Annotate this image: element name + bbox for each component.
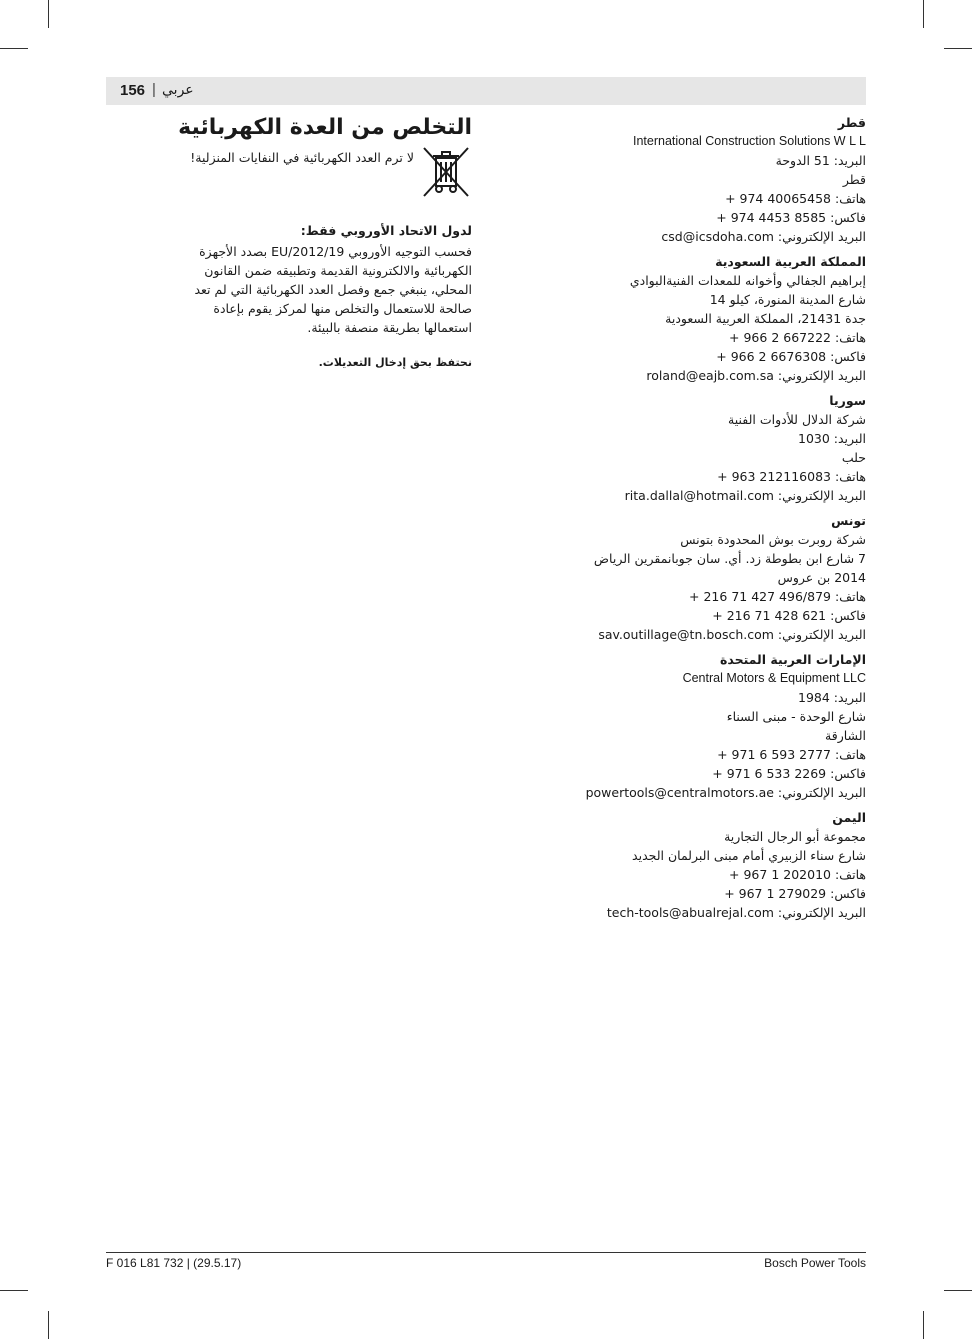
contact-line: مجموعة أبو الرجال التجارية [724,829,866,844]
crop-mark [944,48,972,49]
contact-line: إبراهيم الجفالي وأخوانه للمعدات الفنيةالبوادي [629,273,866,288]
country-heading: تونس [831,513,866,528]
crop-mark [0,1290,28,1291]
contact-line: قطر [842,172,866,187]
crop-mark [48,0,49,28]
disposal-title: التخلص من العدة الكهربائية [178,115,472,140]
contact-email: البريد الإلكتروني: tech-tools@abualrejal.com [606,905,866,920]
paragraph-line: صالحة للاستعمال والتخلص منها لمركز يقوم بإعادة [213,301,472,316]
crossed-out-bin-icon [420,145,472,199]
contact-line: 7 شارع ابن بطوطة زد. أي. سان جوبانمقرين الرياض [593,551,866,566]
crop-mark [0,48,28,49]
contact-line: البريد: 51 الدوحة [775,153,866,168]
disposal-section [112,113,472,371]
eu-paragraph [112,242,472,337]
paragraph-line: استعمالها بطريقة منصفة بالبيئة. [307,320,472,335]
contact-line: International Construction Solutions W L L [633,134,866,148]
contact-line: هاتف: 212116083 963 + [717,469,866,484]
contact-line: شركة الدلال للأدوات الفنية [728,412,866,427]
paragraph-line: فحسب التوجيه الأوروبي 2012/19/EU بصدد الأجهزة [199,244,472,259]
contact-email: البريد الإلكتروني: rita.dallal@hotmail.com [624,488,866,503]
crop-mark [48,1311,49,1339]
contact-line: الشارقة [825,728,866,743]
crop-mark [944,1290,972,1291]
page-number: 156 [120,82,146,99]
contact-line: شارع المدينة المنورة، كيلو 14 [709,292,866,307]
footer-brand: Bosch Power Tools [764,1256,866,1270]
header-bar [106,77,866,105]
country-heading: سوريا [829,393,866,408]
crop-mark [923,1311,924,1339]
paragraph-line: المحلي، ينبغي جمع وفصل العدد الكهربائية التي لم تعد [194,282,472,297]
contact-line: فاكس: 8585 4453 974 + [716,210,866,225]
country-heading: المملكة العربية السعودية [715,254,866,269]
contact-line: 2014 بن عروس [777,570,866,585]
country-heading: قطر [837,115,866,130]
header-language: عربي [162,82,194,98]
contact-line: هاتف: 2777 593 6 971 + [717,747,866,762]
eu-heading: لدول الاتحاد الأوروبي فقط: [300,223,472,238]
contact-line: فاكس: 6676308 2 966 + [716,349,866,364]
contact-line: هاتف: 40065458 974 + [725,191,866,206]
contact-email: البريد الإلكتروني: csd@icsdoha.com [661,229,866,244]
crop-mark [923,0,924,28]
contact-line: Central Motors & Equipment LLC [682,671,866,685]
country-heading: اليمن [832,810,866,825]
contact-email: البريد الإلكتروني: powertools@centralmotors.ae [585,785,866,800]
country-heading: الإمارات العربية المتحدة [719,652,866,667]
header-separator: | [152,81,156,98]
paragraph-line: الكهربائية والالكترونية القديمة وتطبيقه ضمن القانون [204,263,472,278]
contact-line: هاتف: 202010 1 967 + [729,867,866,882]
contact-line: شارع الوحدة - مبنى السناء [726,709,866,724]
contact-line: فاكس: 279029 1 967 + [724,886,866,901]
contact-line: هاتف: 496/879 427 71 216 + [689,589,866,604]
contact-line: حلب [841,450,866,465]
bin-row [112,145,472,205]
footer-doc-code: F 016 L81 732 | (29.5.17) [106,1256,242,1270]
contact-line: شارع سناء الزبيري أمام مبنى البرلمان الجديد [632,848,866,863]
contact-line: فاكس: 621 428 71 216 + [712,608,866,623]
bin-note: لا ترم العدد الكهربائية في النفايات المنزلية! [190,150,414,165]
contact-email: البريد الإلكتروني: sav.outillage@tn.bosch.com [598,627,866,642]
contacts-section [520,113,866,922]
footer-rule [106,1252,866,1253]
contact-line: البريد: 1984 [798,690,866,705]
contact-email: البريد الإلكتروني: roland@eajb.com.sa [646,368,866,383]
contact-line: البريد: 1030 [798,431,866,446]
contact-line: فاكس: 2269 533 6 971 + [712,766,866,781]
contact-line: هاتف: 667222 2 966 + [729,330,866,345]
contact-line: شركة روبرت بوش المحدودة بتونس [680,532,866,547]
contact-line: جدة 21431، المملكة العربية السعودية [665,311,866,326]
reserve-note: نحتفظ بحق إدخال التعديلات. [318,356,472,369]
